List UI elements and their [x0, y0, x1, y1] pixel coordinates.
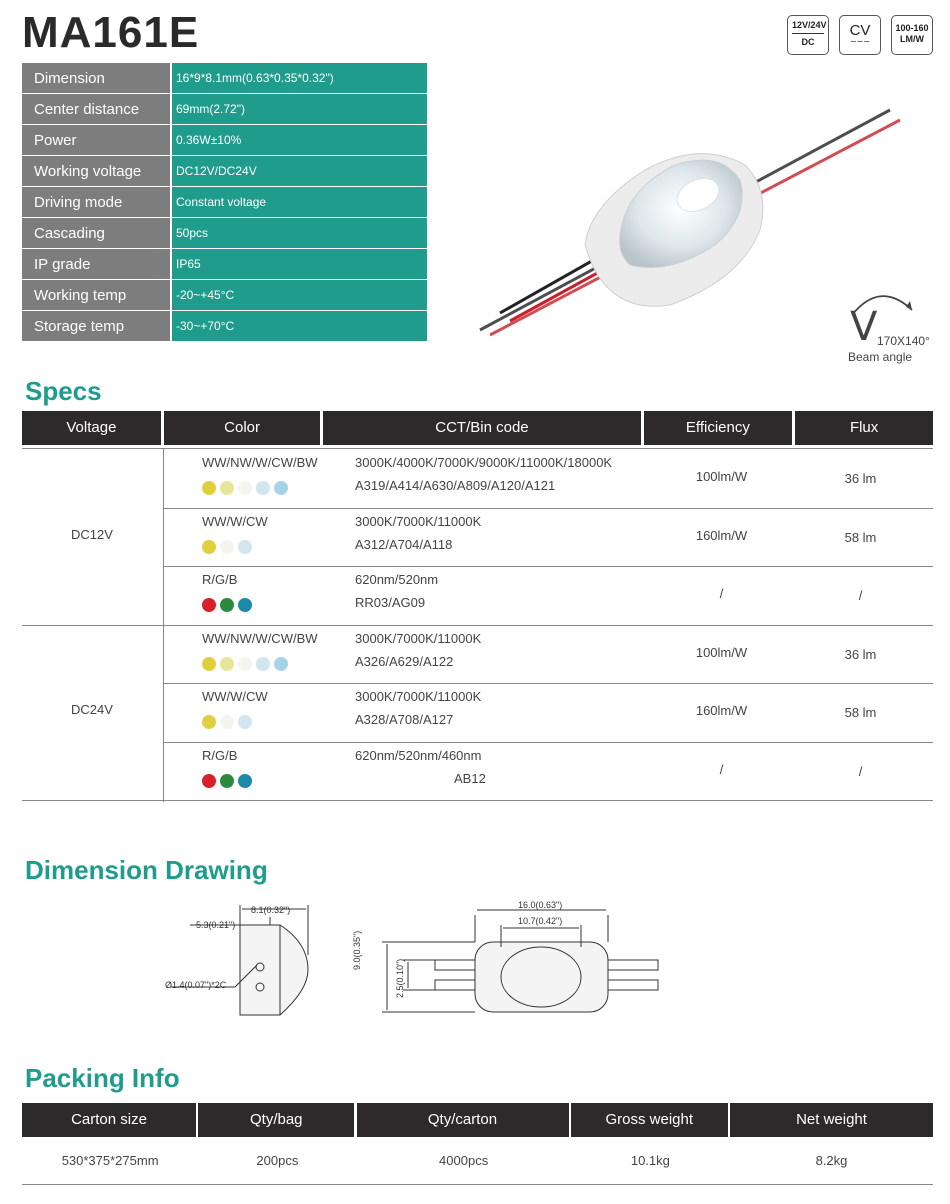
color-dot	[220, 774, 234, 788]
specs-header-cell: Color	[164, 411, 321, 445]
flux-value: 58 lm	[844, 705, 877, 720]
packing-cell: 530*375*275mm	[61, 1153, 159, 1168]
color-dot	[220, 481, 234, 495]
color-dot	[274, 481, 288, 495]
spec-row	[22, 125, 427, 156]
specs-heading: Specs	[25, 376, 102, 406]
color-dots	[202, 715, 256, 734]
color-dots	[202, 657, 292, 676]
group-divider	[22, 625, 933, 626]
spec-value: -30~+70°C	[172, 311, 427, 342]
bin-codes: A328/A708/A127	[355, 712, 454, 727]
packing-heading: Packing Info	[25, 1063, 180, 1093]
color-dot	[238, 598, 252, 612]
color-dots	[202, 774, 256, 793]
packing-header-cell: Qty/carton	[357, 1103, 569, 1137]
spec-value: Constant voltage	[172, 187, 427, 218]
cct-values: 620nm/520nm/460nm	[355, 747, 482, 763]
color-dots	[202, 598, 256, 617]
color-name: WW/W/CW	[202, 513, 268, 529]
side-offset-label: 5.3(0.21")	[196, 920, 236, 930]
color-dot	[202, 481, 216, 495]
spec-row	[22, 156, 427, 187]
cct-values: 620nm/520nm	[355, 572, 439, 587]
specs-header-cell: CCT/Bin code	[323, 411, 640, 445]
spec-key: Center distance	[22, 94, 172, 125]
efficacy-badge	[891, 15, 933, 55]
color-dot	[220, 657, 234, 671]
front-pin-label: 2.5(0.10")	[395, 958, 405, 998]
efficiency-value: 100lm/W	[695, 469, 748, 484]
color-dot	[238, 540, 252, 554]
row-divider	[163, 566, 933, 567]
voltage-cell: DC12V	[71, 526, 113, 542]
packing-cell: 10.1kg	[630, 1153, 670, 1168]
efficacy-badge-bottom: LM/W	[900, 34, 924, 44]
packing-cell: 4000pcs	[439, 1153, 489, 1168]
front-inner-label: 10.7(0.42")	[518, 916, 563, 926]
efficiency-value: 160lm/W	[695, 527, 748, 543]
color-dot	[202, 774, 216, 788]
color-name: WW/NW/W/CW/BW	[202, 455, 318, 470]
packing-data-row	[22, 1137, 933, 1185]
color-name: R/G/B	[202, 572, 238, 587]
spec-row	[22, 218, 427, 249]
voltage-cell: DC24V	[71, 702, 113, 718]
packing-header-cell: Gross weight	[571, 1103, 728, 1137]
packing-cell: 200pcs	[256, 1153, 299, 1168]
cct-values: 3000K/7000K/11000K	[355, 689, 482, 704]
row-divider	[163, 683, 933, 684]
color-name: WW/W/CW	[202, 689, 268, 704]
voltage-badge	[787, 15, 829, 55]
top-divider	[22, 448, 933, 449]
row-divider	[163, 742, 933, 743]
spec-table	[22, 63, 427, 342]
specs-header-cell: Voltage	[22, 411, 161, 445]
bin-codes: AB12	[454, 770, 486, 786]
packing-header-cell: Net weight	[730, 1103, 933, 1137]
spec-key: IP grade	[22, 249, 172, 280]
spec-row	[22, 63, 427, 94]
spec-value: 0.36W±10%	[172, 125, 427, 156]
dimension-drawing	[160, 895, 680, 1025]
spec-value: DC12V/DC24V	[172, 156, 427, 187]
cv-badge-label: CV	[849, 22, 871, 39]
beam-angle-label: Beam angle	[848, 350, 913, 364]
color-dot	[238, 715, 252, 729]
spec-row	[22, 311, 427, 342]
voltage-badge-bottom: DC	[801, 37, 815, 47]
bin-codes: A312/A704/A118	[355, 536, 453, 552]
color-dot	[202, 598, 216, 612]
color-dot	[274, 657, 288, 671]
flux-value: 58 lm	[844, 529, 877, 545]
voltage-badge-top: 12V/24V	[792, 20, 824, 34]
specs-body	[22, 445, 933, 802]
color-dot	[220, 540, 234, 554]
color-dot	[202, 657, 216, 671]
front-width-label: 16.0(0.63")	[518, 900, 563, 910]
spec-value: 69mm(2.72")	[172, 94, 427, 125]
bin-codes: A319/A414/A630/A809/A120/A121	[355, 478, 556, 493]
efficiency-value: 100lm/W	[695, 644, 748, 660]
spec-key: Driving mode	[22, 187, 172, 218]
color-name: R/G/B	[202, 747, 238, 763]
flux-value: 36 lm	[844, 646, 877, 662]
bin-codes: RR03/AG09	[355, 595, 426, 610]
spec-value: 16*9*8.1mm(0.63*0.35*0.32")	[172, 63, 427, 94]
hole-label: Ø1.4(0.07")*2C	[165, 980, 227, 990]
front-height-label: 9.0(0.35")	[352, 930, 362, 970]
color-dot	[256, 657, 270, 671]
bin-codes: A326/A629/A122	[355, 653, 454, 669]
specs-header-row	[22, 411, 933, 445]
color-dot	[238, 481, 252, 495]
cct-values: 3000K/4000K/7000K/9000K/11000K/18000K	[355, 455, 613, 470]
color-dot	[238, 657, 252, 671]
flux-value: /	[858, 588, 863, 603]
packing-header-cell: Qty/bag	[198, 1103, 354, 1137]
product-title: MA161E	[22, 8, 200, 57]
color-dot	[202, 715, 216, 729]
color-dot	[220, 598, 234, 612]
efficiency-value: /	[719, 761, 724, 777]
efficiency-value: 160lm/W	[695, 703, 748, 718]
efficiency-value: /	[719, 586, 724, 601]
beam-angle-value: 170X140°	[877, 334, 930, 348]
color-dots	[202, 540, 256, 559]
dimension-heading: Dimension Drawing	[25, 855, 268, 885]
specs-header-cell: Flux	[795, 411, 933, 445]
spec-key: Power	[22, 125, 172, 156]
specs-header-cell: Efficiency	[644, 411, 793, 445]
color-dot	[202, 540, 216, 554]
spec-key: Working temp	[22, 280, 172, 311]
packing-cell: 8.2kg	[815, 1153, 848, 1168]
color-dot	[256, 481, 270, 495]
spec-value: 50pcs	[172, 218, 427, 249]
cct-values: 3000K/7000K/11000K	[355, 513, 482, 529]
side-width-label: 8.1(0.32")	[251, 905, 291, 915]
color-name: WW/NW/W/CW/BW	[202, 630, 318, 646]
color-dot	[220, 715, 234, 729]
spec-value: -20~+45°C	[172, 280, 427, 311]
spec-value: IP65	[172, 249, 427, 280]
wave-icon: ∼∼∼	[849, 37, 871, 46]
spec-row	[22, 94, 427, 125]
flux-value: /	[858, 763, 863, 779]
spec-key: Cascading	[22, 218, 172, 249]
spec-key: Dimension	[22, 63, 172, 94]
group-divider	[22, 800, 933, 801]
efficacy-badge-top: 100-160	[895, 23, 929, 33]
spec-row	[22, 249, 427, 280]
cv-badge	[839, 15, 881, 55]
voltage-col-divider	[163, 448, 164, 802]
spec-row	[22, 280, 427, 311]
spec-key: Storage temp	[22, 311, 172, 342]
packing-header-cell: Carton size	[22, 1103, 196, 1137]
row-divider	[163, 508, 933, 509]
color-dots	[202, 481, 292, 500]
flux-value: 36 lm	[844, 471, 877, 486]
cct-values: 3000K/7000K/11000K	[355, 630, 482, 646]
svg-text:V: V	[850, 304, 878, 350]
color-dot	[238, 774, 252, 788]
spec-key: Working voltage	[22, 156, 172, 187]
spec-row	[22, 187, 427, 218]
packing-header-row	[22, 1103, 933, 1137]
